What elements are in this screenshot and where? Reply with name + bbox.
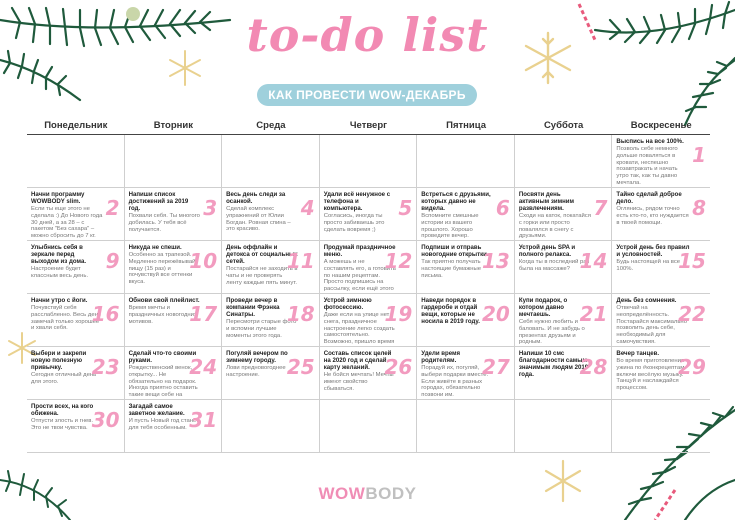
task-description: Если ты еще этого не сделала :) До Нового года 30 дней, а за 28 – с пакетом "Без сахара" – можно сбросить до 7 кг. [31, 206, 103, 240]
task-title: Вечер танцев. [616, 350, 660, 357]
day-number: 15 [678, 249, 706, 273]
weekday-label: Понедельник [44, 120, 108, 131]
task-title: Весь день следи за осанкой. [226, 191, 286, 205]
calendar-day-cell [417, 188, 515, 241]
task-title: Наведи порядок в гардеробе и отдай вещи, которые не носила в 2019 году. [421, 297, 480, 325]
task-description: Так приятно получать настоящие бумажные письма. [421, 259, 482, 279]
task-description: Вспомните смешные истории из вашего прошлого. Хорошо проведите вечер. [421, 213, 479, 240]
calendar-day-cell [417, 294, 515, 347]
calendar-day-cell [320, 135, 418, 188]
day-number: 11 [286, 249, 315, 273]
task-title: День оффлайн и детокса от социальных сетей. [226, 244, 298, 265]
calendar-day-cell [125, 400, 223, 453]
task-description: Сходи на каток, покатайся с горки или просто повалялся в снегу с друзьями. [518, 213, 591, 240]
page-title: to-do list [246, 8, 489, 62]
weekday-label: Четверг [349, 120, 388, 131]
task-description: Во время приготовления ужина по #конкрецептам включи весёлую музыку. Танцуй и наслаждайся процессом. [616, 358, 685, 392]
task-title: Купи подарок, о котором давно мечтаешь. [518, 297, 568, 318]
task-description: Отвечай на неопределённость. Постарайся максимально позволить день себе, необходимый для самочувствия. [616, 305, 687, 345]
calendar-day-cell [515, 400, 613, 453]
task-title: Подпиши и отправь новогодние открытки. [421, 244, 489, 258]
task-description: Почувствуй себя расслабленно. Весь день замечай только хорошее и хвали себя. [31, 305, 101, 332]
task-description: Особенно за трапезой. Медленно пережёвывай пищу (15 раз) и почувствуй все оттенки вкуса. [128, 252, 196, 286]
task-description: А можешь и не составлять его, а готовить по нашим рецептам. Просто подпишись на рассылку, если ещё этого [323, 259, 396, 293]
task-title: Выбери и закрепи новую полезную привычку. [31, 350, 87, 371]
calendar-day-cell [515, 188, 613, 241]
calendar-day-cell [222, 135, 320, 188]
calendar-day-cell [515, 135, 613, 188]
calendar-day-cell [417, 347, 515, 400]
calendar-day-cell [612, 188, 710, 241]
task-description: Похвали себя. Ты многого добилась. У тебя всё получается. [128, 213, 200, 233]
calendar-day-cell [320, 241, 418, 294]
day-number: 12 [384, 249, 413, 273]
task-description: Пересмотри старые фото и вспомни лучшие моменты этого года. [226, 319, 297, 339]
day-number: 29 [678, 355, 706, 379]
day-number: 19 [384, 302, 413, 326]
day-number: 6 [495, 196, 510, 220]
task-description: Будь настоящей на все 100%. [616, 259, 681, 272]
day-number: 14 [579, 249, 608, 273]
calendar-day-cell [125, 135, 223, 188]
calendar-day-cell [27, 241, 125, 294]
calendar-day-cell [125, 347, 223, 400]
brand-logo [0, 484, 735, 504]
day-number: 23 [91, 355, 120, 379]
task-description: Сегодня отличный день для этого. [31, 372, 97, 385]
task-title: Начни программу WOWBODY slim. [31, 191, 85, 205]
calendar-day-cell [515, 241, 613, 294]
calendar-day-cell [222, 188, 320, 241]
calendar-day-cell [125, 241, 223, 294]
calendar-day-cell [612, 347, 710, 400]
day-number: 16 [91, 302, 120, 326]
day-number: 25 [286, 355, 315, 379]
day-number: 3 [203, 196, 218, 220]
calendar-day-cell [27, 347, 125, 400]
task-title: Устрой зимнюю фотосессию. [323, 297, 372, 311]
day-number: 4 [300, 196, 315, 220]
task-description: Постарайся не заходить в чаты и не проверять ленту каждые пять минут. [226, 266, 298, 286]
calendar [27, 118, 710, 453]
calendar-day-cell [125, 294, 223, 347]
day-number: 20 [482, 302, 510, 326]
task-title: Проведи вечер в компании Фрэнка Синатры. [226, 297, 280, 318]
task-title: Напиши список достижений за 2019 год. [128, 191, 189, 212]
task-title: Сделай что-то своими руками. [128, 350, 197, 364]
task-description: Лови предновогоднее настроение. [226, 365, 286, 378]
day-number: 2 [105, 196, 120, 220]
day-number: 30 [91, 408, 120, 432]
calendar-day-cell [222, 294, 320, 347]
calendar-day-cell [27, 135, 125, 188]
calendar-day-cell [417, 400, 515, 453]
task-title: Выспись на все 100%. [616, 138, 684, 145]
task-title: Обнови свой плейлист. [128, 297, 200, 304]
weekday-label: Пятница [446, 120, 486, 131]
weekday-header-row [27, 118, 710, 135]
day-number: 28 [579, 355, 608, 379]
task-title: Удали всё ненужное с телефона и компьютера. [323, 191, 391, 212]
task-description: Согласись, иногда ты просто забиваешь это сделать вовремя ;) [323, 213, 385, 233]
calendar-day-cell [417, 135, 515, 188]
calendar-day-cell [612, 294, 710, 347]
day-number: 27 [482, 355, 510, 379]
day-number: 8 [692, 196, 706, 220]
task-description: Не бойся мечтать! Мечты имеют свойство сбываться. [323, 372, 394, 392]
task-description: Настроение будет классным весь день. [31, 266, 89, 279]
calendar-day-cell [320, 188, 418, 241]
day-number: 31 [189, 408, 218, 432]
task-title: Никуда не спеши. [128, 244, 182, 251]
calendar-day-cell [417, 241, 515, 294]
weekday-label: Воскресенье [630, 120, 692, 131]
logo-part-body: BODY [365, 484, 417, 503]
calendar-day-cell [27, 188, 125, 241]
day-number: 18 [286, 302, 315, 326]
task-title: Посвяти день активным зимним развлечениям. [518, 191, 575, 212]
calendar-day-cell [612, 135, 710, 188]
day-number: 5 [398, 196, 413, 220]
task-description: Порадуй их, погуляй, выбери подарки вместе. Если живёте в разных городах, обязательно позвони им. [421, 365, 489, 399]
logo-part-wow: WOW [318, 484, 366, 503]
task-title: Продумай праздничное меню. [323, 244, 396, 258]
day-number: 7 [593, 196, 608, 220]
calendar-day-cell [222, 347, 320, 400]
day-number: 24 [189, 355, 218, 379]
day-number: 21 [579, 302, 608, 326]
calendar-day-cell [27, 294, 125, 347]
task-title: Составь список целей на 2020 год и сделай карту желаний. [323, 350, 392, 371]
task-title: Начни утро с йоги. [31, 297, 88, 304]
calendar-grid [27, 135, 710, 453]
task-description: Рождественский венок, открытку... Не обязательно на подарок. Иногда приятно оставить такие вещи себе на [128, 365, 198, 399]
task-description: Позволь себе немного дольше поваляться в кровати, неспешно позавтракать и начать утро так, как ты давно мечтала. [616, 146, 678, 186]
calendar-day-cell [125, 188, 223, 241]
weekday-label: Суббота [543, 120, 584, 131]
calendar-day-cell [320, 294, 418, 347]
task-description: Оглянись, рядом точно есть кто-то, кто нуждается в твоей помощи. [616, 206, 689, 226]
task-title: Тайно сделай доброе дело. [616, 191, 682, 205]
task-title: Напиши 10 смс благодарности самым значимым людям 2019 года. [518, 350, 589, 378]
task-title: Встреться с друзьями, которых давно не видела. [421, 191, 491, 212]
subtitle-banner: КАК ПРОВЕСТИ WOW-ДЕКАБРЬ [257, 84, 477, 106]
task-description: Отпусти злость и гнев. Это не твои чувства. [31, 418, 94, 431]
calendar-day-cell [27, 400, 125, 453]
task-description: Даже если на улице нет снега, праздничное настроение легко создать самостоятельно. Возможно, пришло время [323, 312, 395, 346]
calendar-day-cell [515, 294, 613, 347]
day-number: 1 [692, 143, 706, 167]
task-title: Погуляй вечером по зимнему городу. [226, 350, 288, 364]
calendar-day-cell [612, 400, 710, 453]
task-description: Себя нужно любить и баловать. И не забудь о презентах друзьям и родным. [518, 319, 585, 346]
calendar-day-cell [320, 400, 418, 453]
task-title: Улыбнись себя в зеркале перед выходом из дома. [31, 244, 87, 265]
day-number: 22 [678, 302, 706, 326]
task-description: Когда ты в последний раз была на массаже? [518, 259, 590, 272]
calendar-day-cell [515, 347, 613, 400]
day-number: 9 [105, 249, 120, 273]
task-title: Прости всех, на кого обижена. [31, 403, 94, 417]
day-number: 13 [482, 249, 510, 273]
weekday-label: Вторник [153, 120, 193, 131]
task-title: Загадай самое заветное желание. [128, 403, 185, 417]
task-description: Время мечты и праздничных новогодних мотивов. [128, 305, 197, 325]
day-number: 10 [189, 249, 218, 273]
calendar-day-cell [222, 241, 320, 294]
day-number: 17 [189, 302, 218, 326]
task-description: И пусть Новый год станет для тебя особенным. [128, 418, 199, 431]
calendar-day-cell [320, 347, 418, 400]
calendar-day-cell [222, 400, 320, 453]
task-title: Устрой день без правил и условностей. [616, 244, 690, 258]
task-description: Сделай комплекс упражнений от Юлии Богдан. Ровная спина – это красиво. [226, 206, 291, 233]
weekday-label: Среда [256, 120, 286, 131]
calendar-day-cell [612, 241, 710, 294]
day-number: 26 [384, 355, 413, 379]
task-title: День без сомнения. [616, 297, 677, 304]
task-title: Удели время родителям. [421, 350, 461, 364]
task-title: Устрой день SPA и полного релакса. [518, 244, 576, 258]
